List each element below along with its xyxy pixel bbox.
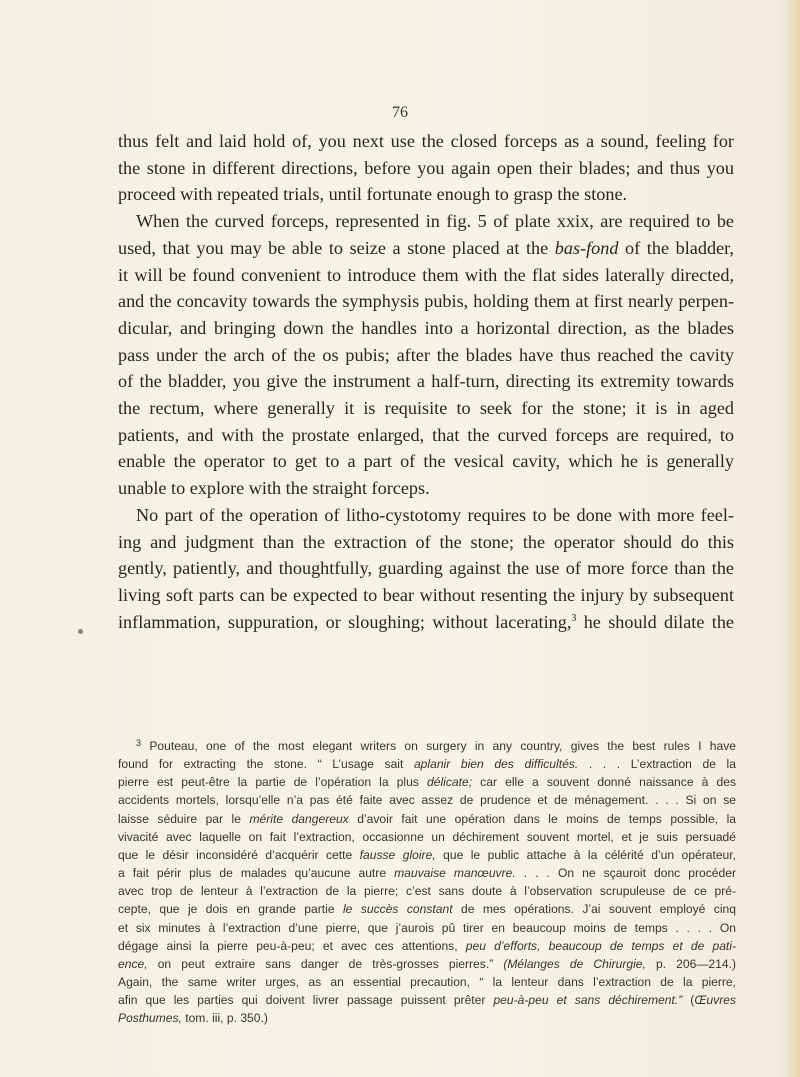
text-line: the stone in different directions, before you again open their blades; and thus you	[118, 157, 734, 178]
footnote-line: found for extracting the stone. “ L’usage sait aplanir bien des difficultés. . . . L’extraction de la	[118, 757, 736, 772]
footnote-line: Again, the same writer urges, as an essential precaution, “ la lenteur dans l’extraction de la pierre,	[118, 975, 736, 990]
text-line: the rectum, where generally it is requisite to seek for the stone; it is in aged	[118, 398, 734, 419]
footnote-line: vivacité avec laquelle on fait l’extraction, occasionne un déchirement souvent mortel, et je suis persuadé	[118, 829, 736, 844]
text-line: No part of the operation of litho-cystotomy requires to be done with more feel-	[136, 504, 734, 525]
text-line: enable the operator to get to a part of the vesical cavity, which he is generally	[118, 451, 734, 472]
text-line: thus felt and laid hold of, you next use the closed forceps as a sound, feeling for	[118, 131, 734, 151]
footnote-line: a fait périr plus de malades qu’aucune autre mauvaise manœuvre. . . . On ne sçauroit donc procéder	[118, 866, 736, 881]
text-line: gently, patiently, and thoughtfully, guarding against the use of more force than the	[118, 558, 734, 579]
text-line: of the bladder, you give the instrument a half-turn, directing its extremity towards	[118, 371, 734, 392]
footnote-line: que le désir inconsidéré d’acquérir cette fausse gloire, que le public attache à la célérité d’un opérateur,	[118, 847, 736, 862]
page-edge-shadow	[786, 0, 800, 1077]
text-line: patients, and with the prostate enlarged, that the curved forceps are required, to	[118, 424, 734, 445]
text-line: living soft parts can be expected to bear without resenting the injury by subsequent	[118, 584, 734, 605]
text-line: it will be found convenient to introduce them with the flat sides laterally directed,	[118, 264, 734, 285]
footnote-line: afin que les parties qui doivent livrer passage puissent prêter peu-à-peu et sans déchirement.” (Œuvres	[118, 993, 736, 1008]
footnote-line: laisse séduire par le mérite dangereux d’avoir fait une opération dans le moins de temps possible, la	[118, 811, 736, 826]
italic-term: bas-fond	[554, 237, 619, 258]
text-line: used, that you may be able to seize a stone placed at the bas-fond of the bladder,	[118, 237, 734, 258]
footnote-reference[interactable]: 3	[571, 612, 577, 624]
footnote-line: cepte, que je dois en grande partie le succès constant de mes opérations. J’ai souvent employé cinq	[118, 902, 736, 917]
footnote-line: avec trop de lenteur à l’extraction de la pierre; c’est sans doute à l’observation scrupuleuse de ce pré-	[118, 884, 736, 899]
footnote-marker: 3	[136, 738, 142, 748]
footnote	[118, 734, 736, 1028]
text-line: dicular, and bringing down the handles into a horizontal direction, as the blades	[118, 317, 734, 338]
page-number: 76	[392, 104, 408, 121]
footnote-line: ence, on peut extraire sans danger de très-grosses pierres.” (Mélanges de Chirurgie, p. 206—214.)	[118, 956, 736, 971]
text-line: unable to explore with the straight forceps.	[118, 478, 430, 499]
text-line: and the concavity towards the symphysis pubis, holding them at first nearly perpen-	[118, 291, 734, 312]
footnote-line: et six minutes à l’extraction d’une pierre, que j’aurois pû tirer en beaucoup moins de temps . . . . On	[118, 920, 736, 935]
footnote-line: $^3$ Pouteau, one of the most elegant writers on surgery in any country, gives the best rules I have	[136, 738, 736, 753]
footnote-line: pierre est peut-être la partie de l’opération la plus délicate; car elle a souvent donné naissance à des	[118, 775, 737, 790]
margin-mark	[78, 629, 83, 634]
text-line: ing and judgment than the extraction of the stone; the operator should do this	[118, 531, 734, 552]
text-line: inflammation, suppuration, or sloughing; without lacerating,$^3$ he should dilate the	[118, 611, 734, 632]
footnote-line: Posthumes, tom. iii, p. 350.)	[118, 1011, 268, 1026]
text-line: When the curved forceps, represented in fig. 5 of plate xxix, are required to be	[136, 211, 734, 232]
text-line: proceed with repeated trials, until fortunate enough to grasp the stone.	[118, 184, 628, 205]
footnote-line: dégage ainsi la pierre peu-à-peu; et avec ces attentions, peu d’efforts, beaucoup de temps et de pati-	[118, 938, 736, 953]
main-text	[118, 128, 734, 635]
text-line: pass under the arch of the os pubis; after the blades have thus reached the cavity	[118, 344, 734, 365]
footnote-line: accidents mortels, lorsqu’elle n’a pas été faite avec assez de prudence et de ménagement. . . . Si on se	[118, 793, 736, 808]
